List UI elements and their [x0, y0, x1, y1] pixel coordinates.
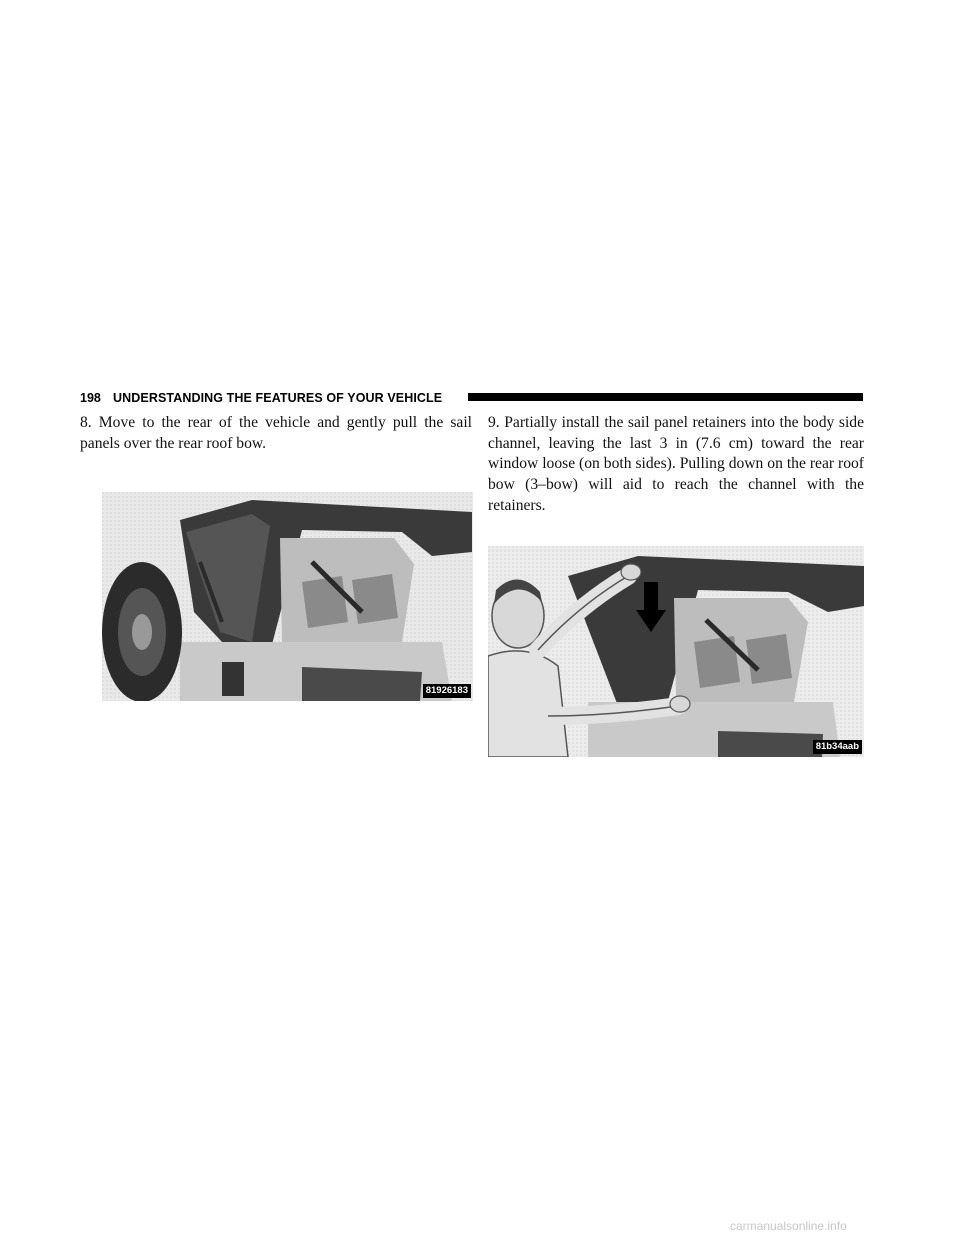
step-9-text: 9. Partially install the sail panel retainers into the body side channel, leaving the last 3 in (7.6 cm) toward the rear window loose (on both sides). Pulling down on the rear roof bow (3–bow) will aid to reach the channel with the retainers.	[488, 414, 864, 514]
vehicle-rear-illustration	[102, 492, 473, 701]
right-column	[488, 413, 864, 517]
person-installing-retainers-illustration	[488, 546, 864, 757]
figure-sail-panels-rear	[102, 492, 473, 701]
figure-label: 81b34aab	[813, 740, 862, 754]
section-title: UNDERSTANDING THE FEATURES OF YOUR VEHICLE	[113, 391, 443, 405]
left-column	[80, 413, 472, 454]
page-header	[80, 391, 863, 405]
figure-label: 81926183	[423, 684, 471, 698]
watermark: carmanualsonline.info	[730, 1219, 847, 1233]
header-rule	[468, 393, 863, 401]
figure-install-retainers	[488, 546, 864, 757]
step-8-text: 8. Move to the rear of the vehicle and gently pull the sail panels over the rear roof bow.	[80, 414, 472, 452]
page-number: 198	[80, 391, 101, 405]
